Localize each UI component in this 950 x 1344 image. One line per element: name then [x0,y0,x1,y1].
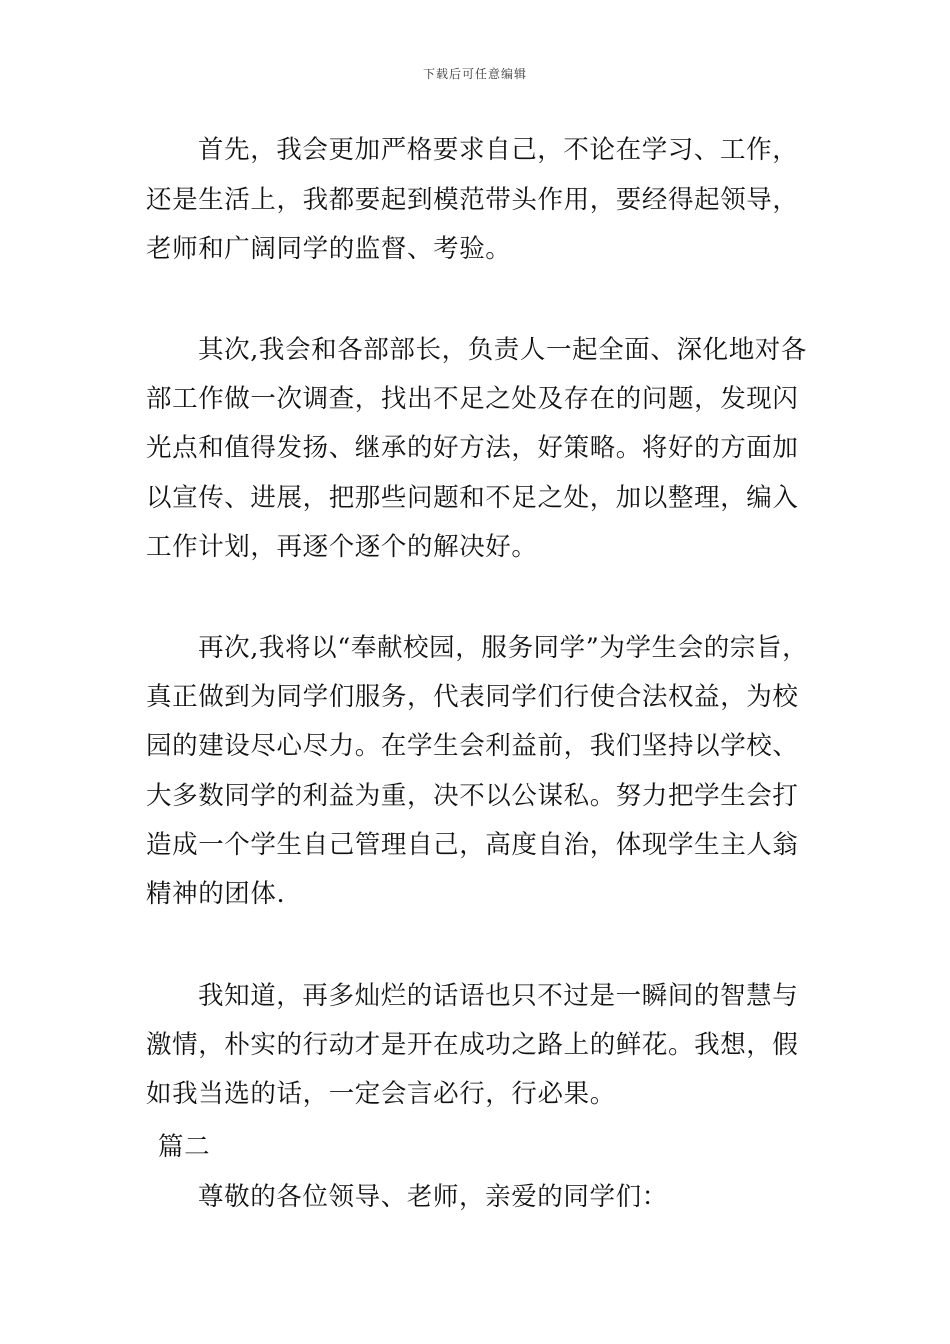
header-note: 下载后可任意编辑 [422,67,527,81]
paragraph-2-line-5: 工作计划，再逐个逐个的解决好。 [146,532,538,562]
paragraph-2-line-4: 以宣传、进展，把那些问题和不足之处，加以整理，编入 [146,483,799,513]
paragraph-3-line-6: 精神的团体. [146,879,286,909]
salutation: 尊敬的各位领导、老师，亲爱的同学们： [198,1182,668,1212]
paragraph-2-line-2: 部工作做一次调查，找出不足之处及存在的问题，发现闪 [146,384,799,414]
paragraph-1-line-3: 老师和广阔同学的监督、考验。 [146,234,512,264]
paragraph-3-line-1: 再次,我将以“奉献校园，服务同学”为学生会的宗旨， [198,633,809,663]
paragraph-1-line-2: 还是生活上，我都要起到模范带头作用，要经得起领导， [146,185,799,215]
paragraph-3-line-4: 大多数同学的利益为重，决不以公谋私。努力把学生会打 [146,781,799,811]
paragraph-4-line-2: 激情，朴实的行动才是开在成功之路上的鲜花。我想，假 [146,1030,799,1060]
paragraph-1-line-1: 首先，我会更加严格要求自己，不论在学习、工作， [198,135,799,165]
paragraph-2-line-3: 光点和值得发扬、继承的好方法，好策略。将好的方面加 [146,433,799,463]
paragraph-3-line-2: 真正做到为同学们服务，代表同学们行使合法权益，为校 [146,682,799,712]
paragraph-3-line-5: 造成一个学生自己管理自己，高度自治，体现学生主人翁 [146,830,799,860]
paragraph-2-line-1: 其次,我会和各部部长，负责人一起全面、深化地对各 [198,335,808,365]
paragraph-4-line-1: 我知道，再多灿烂的话语也只不过是一瞬间的智慧与 [198,981,799,1011]
section-title: 篇二 [158,1132,211,1162]
paragraph-4-line-3: 如我当选的话，一定会言必行，行必果。 [146,1079,616,1109]
paragraph-3-line-3: 园的建设尽心尽力。在学生会利益前，我们坚持以学校、 [146,731,799,761]
